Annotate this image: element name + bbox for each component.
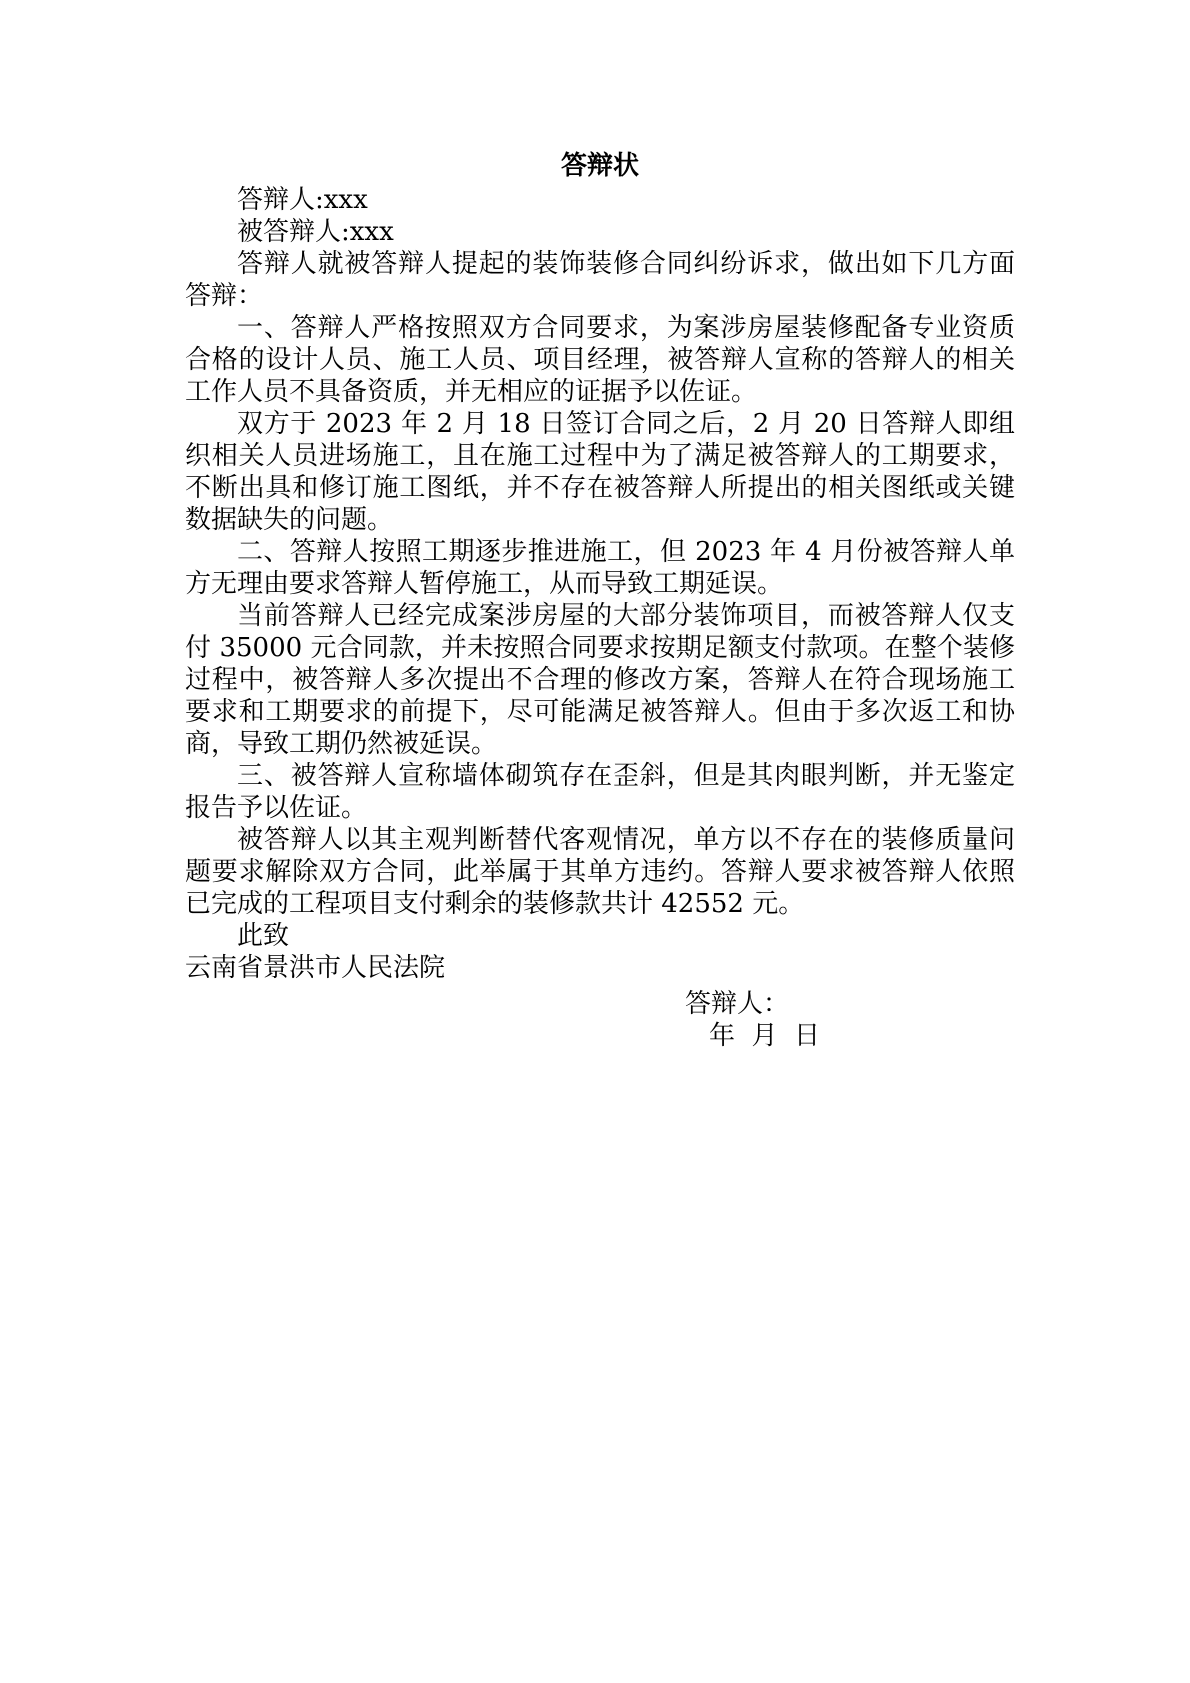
date-label: 年 月 日 — [709, 1021, 821, 1051]
paragraph-1: 一、答辩人严格按照双方合同要求，为案涉房屋装修配备专业资质合格的设计人员、施工人员、项目经理，被答辩人宣称的答辩人的相关工作人员不具备资质，并无相应的证据予以佐证。 — [185, 313, 1015, 407]
document-body — [185, 150, 1015, 1052]
paragraph-6: 被答辩人以其主观判断替代客观情况，单方以不存在的装修质量问题要求解除双方合同，此举属于其单方违约。答辩人要求被答辩人依照已完成的工程项目支付剩余的装修款共计 42552 元。 — [185, 825, 1015, 919]
paragraph-4: 当前答辩人已经完成案涉房屋的大部分装饰项目，而被答辩人仅支付 35000 元合同款，并未按照合同要求按期足额支付款项。在整个装修过程中，被答辩人多次提出不合理的修改方案，答辩人在符合现场施工要求和工期要求的前提下，尽可能满足被答辩人。但由于多次返工和协商，导致工期仍然被延误。 — [185, 601, 1015, 759]
paragraph-5: 三、被答辩人宣称墙体砌筑存在歪斜，但是其肉眼判断，并无鉴定报告予以佐证。 — [185, 761, 1015, 823]
signature-label: 答辩人： — [685, 989, 790, 1019]
paragraph-intro: 答辩人就被答辩人提起的装饰装修合同纠纷诉求，做出如下几方面答辩： — [185, 249, 1015, 311]
paragraph-3: 二、答辩人按照工期逐步推进施工，但 2023 年 4 月份被答辩人单方无理由要求答辩人暂停施工，从而导致工期延误。 — [185, 537, 1015, 599]
respondent-line: 答辩人:xxx — [237, 185, 368, 215]
court-name: 云南省景洪市人民法院 — [185, 953, 446, 983]
document-title: 答辩状 — [560, 151, 639, 181]
claimant-line: 被答辩人:xxx — [237, 217, 394, 247]
paragraph-2: 双方于 2023 年 2 月 18 日签订合同之后，2 月 20 日答辩人即组织相关人员进场施工，且在施工过程中为了满足被答辩人的工期要求，不断出具和修订施工图纸，并不存在被答辩人所提出的相关图纸或关键数据缺失的问题。 — [185, 409, 1015, 535]
closing-salutation: 此致 — [237, 921, 290, 951]
